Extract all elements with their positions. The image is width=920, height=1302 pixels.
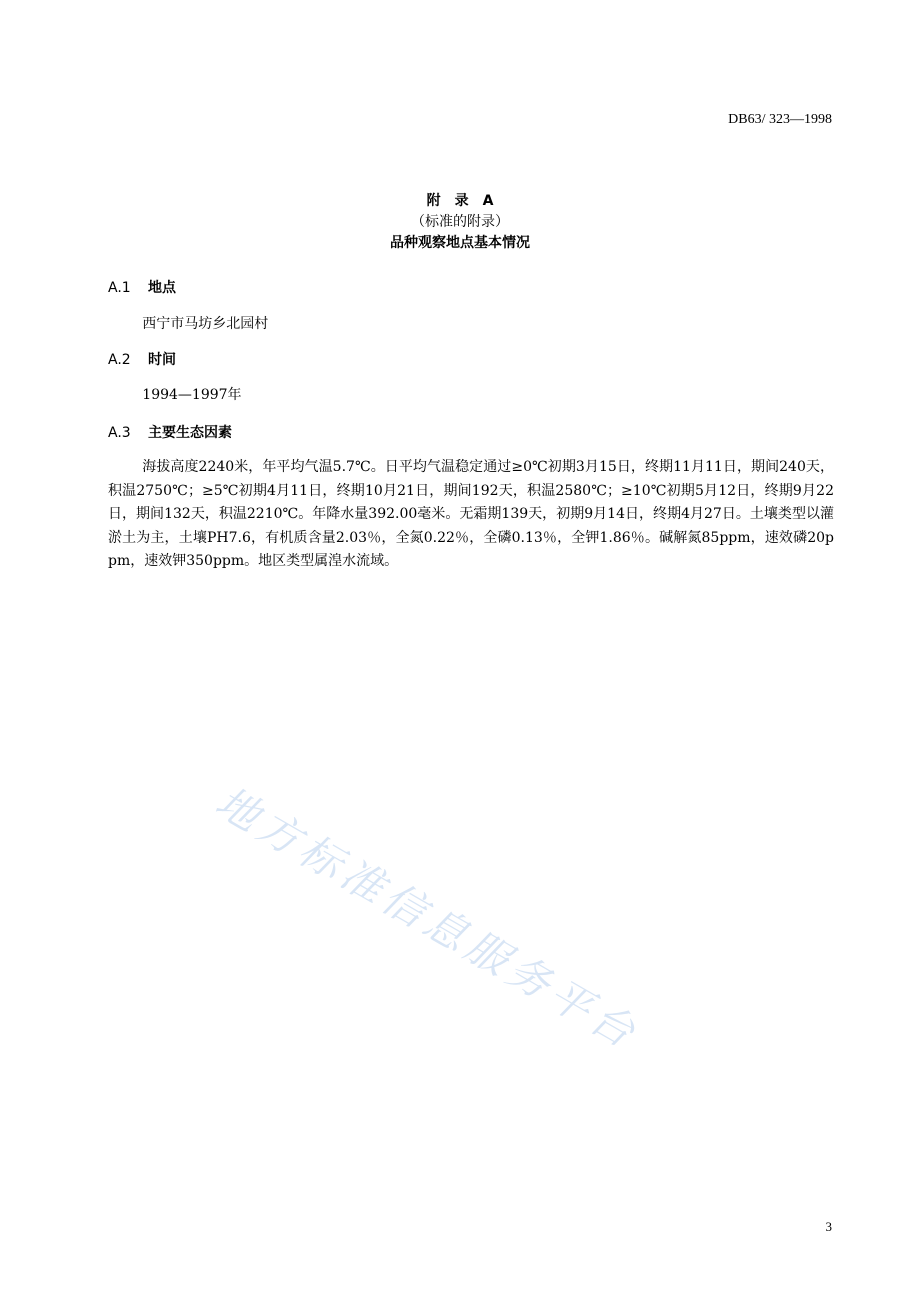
section-number: A.3 bbox=[108, 425, 131, 441]
section-title: 时间 bbox=[148, 352, 176, 368]
appendix-subtitle: 品种观察地点基本情况 bbox=[390, 235, 530, 251]
section-number: A.2 bbox=[108, 352, 131, 368]
document-code: DB63/ 323—1998 bbox=[728, 112, 832, 127]
page-number: 3 bbox=[825, 1219, 832, 1234]
section-body-a1: 西宁市马坊乡北园村 bbox=[142, 316, 269, 332]
section-body-a2: 1994—1997年 bbox=[142, 387, 242, 403]
section-body-a3: 海拔高度2240米，年平均气温5.7℃。日平均气温稳定通过≥0℃初期3月15日，终期11月11日，期间240天，积温2750℃；≥5℃初期4月11日，终期10月21日，期间192天，积温2580℃；≥10℃初期5月12日，终期9月22日，期间132天，积温2210℃。年降水量392.00毫米。无霜期139天，初期9月14日，终期4月27日。土壤类型以灌淤土为主，土壤PH7.6，有机质含量2.03％，全氮0.22％，全磷0.13％，全钾1.86％。碱解氮85ppm，速效磷20ppm，速效钾350ppm。地区类型属湟水流域。 bbox=[108, 459, 834, 569]
appendix-header bbox=[0, 191, 920, 254]
section-title: 主要生态因素 bbox=[148, 425, 232, 441]
section-number: A.1 bbox=[108, 280, 131, 296]
section-heading-a2 bbox=[108, 351, 176, 369]
section-heading-a3 bbox=[108, 424, 232, 442]
appendix-title: 附 录 A bbox=[426, 193, 494, 209]
section-title: 地点 bbox=[148, 280, 176, 296]
appendix-note: （标准的附录） bbox=[411, 214, 509, 230]
section-heading-a1 bbox=[108, 279, 176, 297]
watermark: 地方标准信息服务平台 bbox=[207, 776, 648, 1060]
